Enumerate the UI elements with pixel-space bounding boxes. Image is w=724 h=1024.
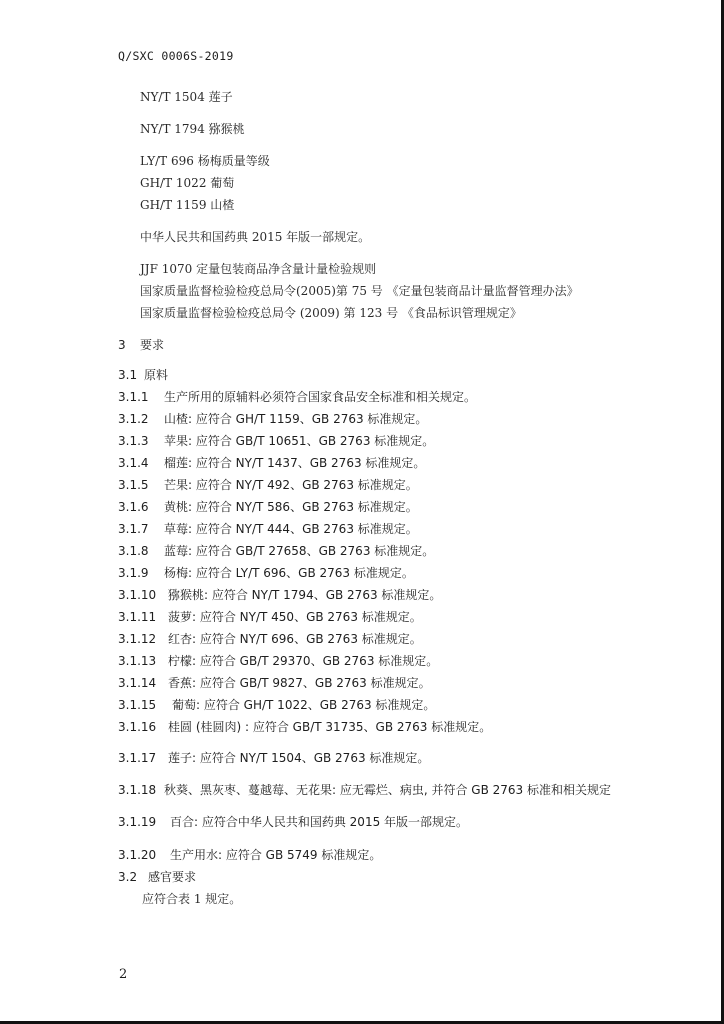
clause bbox=[118, 814, 468, 830]
clause-number: 3.1.1 bbox=[118, 390, 149, 404]
clause-text: 山楂: 应符合 GH/T 1159、GB 2763 标准规定。 bbox=[164, 412, 428, 426]
clause bbox=[118, 782, 611, 798]
clause bbox=[118, 477, 418, 493]
clause bbox=[118, 609, 422, 625]
clause-text: 桂圆 (桂圆肉) : 应符合 GB/T 31735、GB 2763 标准规定。 bbox=[168, 720, 492, 734]
section-number: 3.1 bbox=[118, 368, 138, 382]
clause-number: 3.1.19 bbox=[118, 815, 157, 829]
reference-nyt-1504: NY/T 1504 莲子 bbox=[140, 90, 233, 104]
reference-ght-1022: GH/T 1022 葡萄 bbox=[140, 176, 235, 190]
clause-text: 香蕉: 应符合 GB/T 9827、GB 2763 标准规定。 bbox=[168, 676, 431, 690]
clause-number: 3.1.6 bbox=[118, 500, 149, 514]
clause bbox=[118, 847, 381, 863]
clause-text: 蓝莓: 应符合 GB/T 27658、GB 2763 标准规定。 bbox=[164, 544, 435, 558]
reference-nyt-1794: NY/T 1794 猕猴桃 bbox=[140, 122, 245, 136]
clause-text: 秋葵、黑灰枣、蔓越莓、无花果: 应无霉烂、病虫, 并符合 GB 2763 标准和相关规定 bbox=[164, 783, 612, 797]
clause bbox=[118, 565, 414, 581]
clause-number: 3.1.16 bbox=[118, 720, 157, 734]
clause-number: 3.1.18 bbox=[118, 783, 157, 797]
clause-text: 苹果: 应符合 GB/T 10651、GB 2763 标准规定。 bbox=[164, 434, 435, 448]
clause-number: 3.1.15 bbox=[118, 698, 157, 712]
clause-number: 3.1.3 bbox=[118, 434, 149, 448]
clause bbox=[118, 719, 491, 735]
section-3-heading bbox=[118, 337, 164, 353]
document-code: Q/SXC 0006S-2019 bbox=[118, 49, 234, 63]
clause-text: 生产用水: 应符合 GB 5749 标准规定。 bbox=[170, 848, 382, 862]
clause-text: 草莓: 应符合 NY/T 444、GB 2763 标准规定。 bbox=[164, 522, 418, 536]
clause-number: 3.1.9 bbox=[118, 566, 149, 580]
clause-number: 3.1.7 bbox=[118, 522, 149, 536]
clause-text: 猕猴桃: 应符合 NY/T 1794、GB 2763 标准规定。 bbox=[168, 588, 442, 602]
clause-text: 柠檬: 应符合 GB/T 29370、GB 2763 标准规定。 bbox=[168, 654, 439, 668]
section-number: 3 bbox=[118, 338, 126, 352]
section-number: 3.2 bbox=[118, 870, 138, 884]
clause-number: 3.1.2 bbox=[118, 412, 149, 426]
clause-number: 3.1.5 bbox=[118, 478, 149, 492]
page-number: 2 bbox=[119, 967, 128, 982]
section-3-1-heading bbox=[118, 367, 168, 383]
clause bbox=[118, 543, 434, 559]
section-title: 要求 bbox=[140, 338, 165, 352]
clause-text: 红杏: 应符合 NY/T 696、GB 2763 标准规定。 bbox=[168, 632, 422, 646]
clause bbox=[118, 411, 427, 427]
clause bbox=[118, 653, 438, 669]
clause-text: 葡萄: 应符合 GH/T 1022、GB 2763 标准规定。 bbox=[172, 698, 436, 712]
reference-ght-1159: GH/T 1159 山楂 bbox=[140, 198, 235, 212]
section-title: 感官要求 bbox=[148, 870, 197, 884]
clause bbox=[118, 697, 435, 713]
reference-order-75: 国家质量监督检验检疫总局令(2005)第 75 号 《定量包装商品计量监督管理办法》 bbox=[140, 284, 579, 298]
clause-number: 3.1.12 bbox=[118, 632, 157, 646]
clause bbox=[118, 750, 429, 766]
clause-text: 榴莲: 应符合 NY/T 1437、GB 2763 标准规定。 bbox=[164, 456, 426, 470]
clause bbox=[118, 521, 418, 537]
section-3-2-heading bbox=[118, 869, 196, 885]
clause-number: 3.1.13 bbox=[118, 654, 157, 668]
clause-text: 菠萝: 应符合 NY/T 450、GB 2763 标准规定。 bbox=[168, 610, 422, 624]
reference-pharmacopoeia: 中华人民共和国药典 2015 年版一部规定。 bbox=[140, 230, 371, 244]
clause-text: 莲子: 应符合 NY/T 1504、GB 2763 标准规定。 bbox=[168, 751, 430, 765]
clause-text: 芒果: 应符合 NY/T 492、GB 2763 标准规定。 bbox=[164, 478, 418, 492]
clause-text: 生产所用的原辅料必须符合国家食品安全标准和相关规定。 bbox=[164, 390, 477, 404]
clause bbox=[118, 675, 431, 691]
clause-number: 3.1.20 bbox=[118, 848, 157, 862]
clause-number: 3.1.14 bbox=[118, 676, 157, 690]
section-title: 原料 bbox=[144, 368, 169, 382]
clause bbox=[118, 631, 422, 647]
section-3-2-body: 应符合表 1 规定。 bbox=[142, 892, 242, 906]
clause-number: 3.1.8 bbox=[118, 544, 149, 558]
clause-text: 杨梅: 应符合 LY/T 696、GB 2763 标准规定。 bbox=[164, 566, 414, 580]
clause bbox=[118, 433, 434, 449]
clause bbox=[118, 389, 476, 405]
clause bbox=[118, 499, 418, 515]
clause bbox=[118, 587, 441, 603]
reference-jjf-1070: JJF 1070 定量包装商品净含量计量检验规则 bbox=[140, 262, 377, 276]
clause-number: 3.1.10 bbox=[118, 588, 157, 602]
clause-number: 3.1.4 bbox=[118, 456, 149, 470]
reference-order-123: 国家质量监督检验检疫总局令 (2009) 第 123 号 《食品标识管理规定》 bbox=[140, 306, 522, 320]
clause-number: 3.1.11 bbox=[118, 610, 157, 624]
clause-number: 3.1.17 bbox=[118, 751, 157, 765]
reference-lyt-696: LY/T 696 杨梅质量等级 bbox=[140, 154, 270, 168]
clause-text: 百合: 应符合中华人民共和国药典 2015 年版一部规定。 bbox=[170, 815, 469, 829]
clause-text: 黄桃: 应符合 NY/T 586、GB 2763 标准规定。 bbox=[164, 500, 418, 514]
clause bbox=[118, 455, 425, 471]
